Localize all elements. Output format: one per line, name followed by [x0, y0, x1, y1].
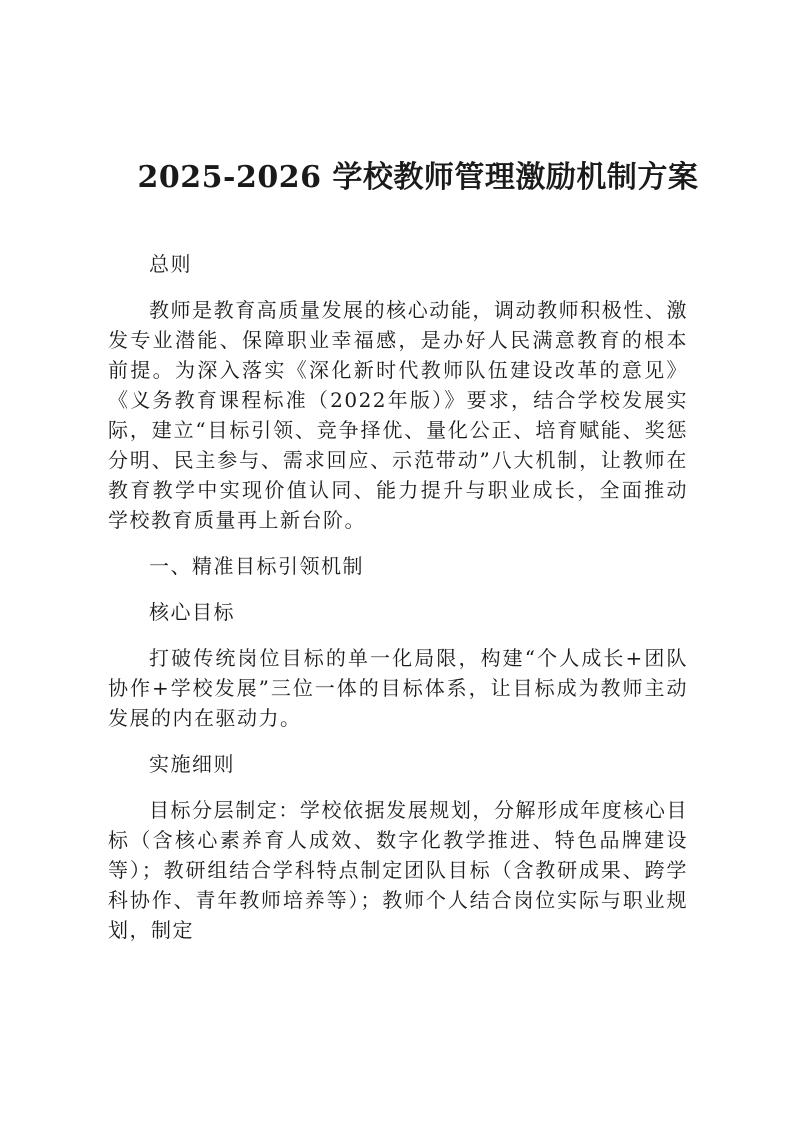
document-body: [108, 249, 688, 945]
core-goal-paragraph: 打破传统岗位目标的单一化局限，构建“个人成长+团队协作+学校发展”三位一体的目标体系，让目标成为教师主动发展的内在驱动力。: [108, 646, 688, 730]
implementation-paragraph: 目标分层制定：学校依据发展规划，分解形成年度核心目标（含核心素养育人成效、数字化教学推进、特色品牌建设等）；教研组结合学科特点制定团队目标（含教研成果、跨学科协作、青年教师培养等）；教师个人结合岗位实际与职业规划，制定: [108, 798, 688, 942]
section-heading-1: 一、精准目标引领机制: [149, 554, 364, 578]
document-title: 2025-2026 学校教师管理激励机制方案: [137, 160, 699, 195]
core-goal-heading: 核心目标: [149, 600, 235, 624]
implementation-heading: 实施细则: [149, 752, 235, 776]
general-paragraph: 教师是教育高质量发展的核心动能，调动教师积极性、激发专业潜能、保障职业幸福感，是办好人民满意教育的根本前提。为深入落实《深化新时代教师队伍建设改革的意见》《义务教育课程标准（2022年版）》要求，结合学校发展实际，建立“目标引领、竞争择优、量化公正、培育赋能、奖惩分明、民主参与、需求回应、示范带动”八大机制，让教师在教育教学中实现价值认同、能力提升与职业成长，全面推动学校教育质量再上新台阶。: [108, 298, 688, 532]
general-heading: 总则: [149, 252, 192, 276]
